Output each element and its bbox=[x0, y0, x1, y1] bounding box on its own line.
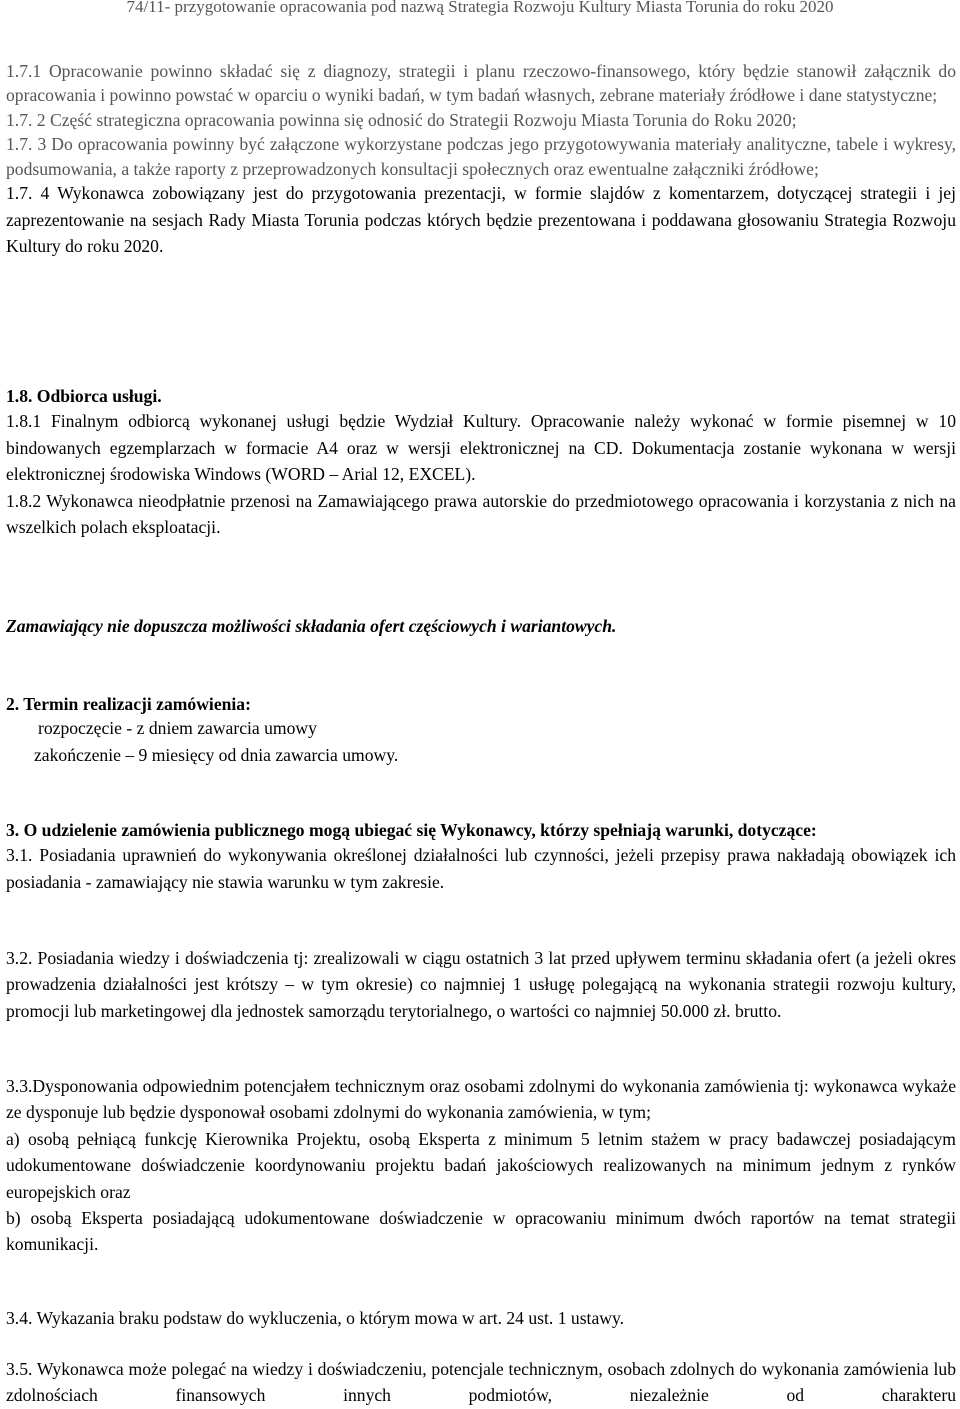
paragraph-3-5: 3.5. Wykonawca może polegać na wiedzy i doświadczeniu, potencjale technicznym, osobach zdolnych do wykonania zamówienia lub zdolnościach finansowych innych podmiotów, niezależnie od charakteru bbox=[6, 1359, 956, 1406]
paragraph-3-3-a: a) osobą pełniącą funkcję Kierownika Projektu, osobą Eksperta z minimum 5 letnim stażem w pracy badawczej posiadającym udokumentowane doświadczenie koordynowaniu projektu badań jakościowych realizowanych na minimum jednym z rynków europejskich oraz bbox=[6, 1128, 956, 1202]
section-3-4 bbox=[6, 1306, 956, 1330]
section-3-3 bbox=[6, 1073, 956, 1258]
paragraph-3-1: 3.1. Posiadania uprawnień do wykonywania określonej działalności lub czynności, jeżeli przepisy prawa nakładają obowiązek ich posiadania - zamawiający nie stawia warunku w tym zakresie. bbox=[6, 845, 956, 892]
paragraph-1-7-3: 1.7. 3 Do opracowania powinny być załączone wykorzystane podczas jego przygotowywania materiały analityczne, tabele i wykresy, podsumowania, a także raporty z przeprowadzonych konsultacji społecznych oraz ewentualne załączniki źródłowe; bbox=[6, 134, 956, 179]
page-header: 74/11- przygotowanie opracowania pod nazwą Strategia Rozwoju Kultury Miasta Torunia do roku 2020 bbox=[126, 0, 834, 16]
end-date: zakończenie – 9 miesięcy od dnia zawarcia umowy. bbox=[34, 744, 399, 765]
start-date: rozpoczęcie - z dniem zawarcia umowy bbox=[38, 718, 317, 739]
section-1-7 bbox=[6, 59, 956, 260]
paragraph-3-4: 3.4. Wykazania braku podstaw do wykluczenia, o którym mowa w art. 24 ust. 1 ustawy. bbox=[6, 1308, 625, 1328]
no-partial-offers-note: Zamawiający nie dopuszcza możliwości składania ofert częściowych i wariantowych. bbox=[6, 616, 617, 636]
paragraph-3-2: 3.2. Posiadania wiedzy i doświadczenia tj: zrealizowali w ciągu ostatnich 3 lat przed upływem terminu składania ofert (a jeżeli okres prowadzenia działalności jest krótszy – w tym okresie) co najmniej 1 usługę polegającą na wykonania strategii rozwoju kultury, promocji lub marketingowej dla jednostek samorządu terytorialnego, o wartości co najmniej 50.000 zł. brutto. bbox=[6, 948, 956, 1021]
section-2-heading: 2. Termin realizacji zamówienia: bbox=[6, 694, 251, 714]
section-3-2 bbox=[6, 945, 956, 1024]
paragraph-1-8-2: 1.8.2 Wykonawca nieodpłatnie przenosi na Zamawiającego prawa autorskie do przedmiotowego opracowania i korzystania z nich na wszelkich polach eksploatacji. bbox=[6, 490, 956, 538]
section-3-heading: 3. O udzielenie zamówienia publicznego mogą ubiegać się Wykonawcy, którzy spełniają warunki, dotyczące: bbox=[6, 820, 817, 840]
section-3 bbox=[6, 818, 956, 895]
paragraph-1-8-1: 1.8.1 Finalnym odbiorcą wykonanej usługi będzie Wydział Kultury. Opracowanie należy wykonać w formie pisemnej w 10 bindowanych egzemplarzach w formacie A4 oraz w wersji elektronicznej na CD. Dokumentacja zostanie wykonana w wersji elektronicznej środowiska Windows (WORD – Arial 12, EXCEL). bbox=[6, 411, 956, 485]
note-block bbox=[6, 614, 956, 638]
paragraph-1-7-2: 1.7. 2 Część strategiczna opracowania powinna się odnosić do Strategii Rozwoju Miasta Torunia do Roku 2020; bbox=[6, 109, 797, 130]
paragraph-1-7-4: 1.7. 4 Wykonawca zobowiązany jest do przygotowania prezentacji, w formie slajdów z komentarzem, dotyczącej strategii i jej zaprezentowanie na sesjach Rady Miasta Torunia podczas których będzie prezentowana i poddawana głosowaniu Strategia Rozwoju Kultury do roku 2020. bbox=[6, 183, 956, 257]
section-2 bbox=[6, 692, 956, 767]
paragraph-1-7-1: 1.7.1 Opracowanie powinno składać się z diagnozy, strategii i planu rzeczowo-finansowego, który będzie stanowił załącznik do opracowania i powinno powstać w oparciu o wyniki badań, w tym badań własnych, zebrane materiały źródłowe i dane statystyczne; bbox=[6, 61, 956, 106]
paragraph-3-3: 3.3.Dysponowania odpowiednim potencjałem technicznym oraz osobami zdolnymi do wykonania zamówienia tj: wykonawca wykaże ze dysponuje lub będzie dysponował osobami zdolnymi do wykonania zamówienia, w tym; bbox=[6, 1076, 956, 1123]
section-3-5 bbox=[6, 1356, 956, 1409]
paragraph-3-3-b: b) osobą Eksperta posiadającą udokumentowane doświadczenie w opracowaniu minimum dwóch raportów na temat strategii komunikacji. bbox=[6, 1208, 956, 1255]
section-1-8-heading: 1.8. Odbiorca usługi. bbox=[6, 386, 162, 406]
section-1-8 bbox=[6, 384, 956, 540]
